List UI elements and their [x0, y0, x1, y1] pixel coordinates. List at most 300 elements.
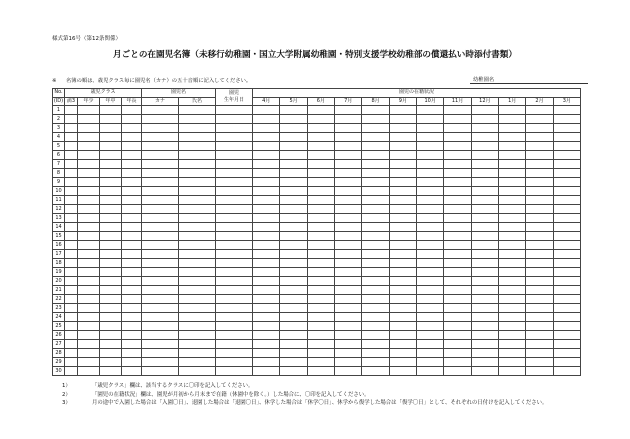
class-cell-mitsu: [65, 286, 78, 295]
status-cell-may: [280, 241, 307, 250]
class-cell-nenchu: [100, 178, 122, 187]
name-kanji-cell: [179, 304, 216, 313]
status-cell-dec: [471, 304, 498, 313]
status-cell-mar: [553, 340, 580, 349]
status-cell-aug: [362, 313, 389, 322]
month-header-feb: 2月: [526, 97, 553, 106]
status-cell-nov: [444, 133, 471, 142]
status-cell-sep: [389, 322, 416, 331]
class-cell-nenchu: [100, 106, 122, 115]
status-cell-feb: [526, 358, 553, 367]
status-cell-jun: [307, 169, 334, 178]
status-cell-aug: [362, 142, 389, 151]
class-cell-mitsu: [65, 205, 78, 214]
birthdate-cell: [216, 187, 253, 196]
status-cell-jun: [307, 223, 334, 232]
class-cell-nenchu: [100, 133, 122, 142]
status-cell-jun: [307, 295, 334, 304]
status-cell-sep: [389, 232, 416, 241]
row-number: 16: [53, 241, 65, 250]
birthdate-cell: [216, 259, 253, 268]
status-cell-mar: [553, 250, 580, 259]
table-row: [53, 304, 581, 313]
status-cell-jun: [307, 286, 334, 295]
status-cell-apr: [253, 241, 280, 250]
status-cell-aug: [362, 106, 389, 115]
status-cell-sep: [389, 286, 416, 295]
status-cell-feb: [526, 367, 553, 376]
name-kanji-cell: [179, 250, 216, 259]
footnote-3: [62, 399, 547, 408]
status-cell-oct: [417, 367, 444, 376]
status-cell-feb: [526, 115, 553, 124]
status-cell-mar: [553, 205, 580, 214]
name-kanji-cell: [179, 133, 216, 142]
status-cell-aug: [362, 115, 389, 124]
status-cell-jul: [335, 160, 362, 169]
name-kanji-cell: [179, 115, 216, 124]
table-row: [53, 259, 581, 268]
status-cell-apr: [253, 322, 280, 331]
class-cell-nenchu: [100, 115, 122, 124]
status-cell-aug: [362, 286, 389, 295]
row-number: 3: [53, 124, 65, 133]
status-cell-oct: [417, 142, 444, 151]
status-cell-mar: [553, 304, 580, 313]
status-cell-apr: [253, 232, 280, 241]
status-cell-sep: [389, 349, 416, 358]
status-cell-nov: [444, 331, 471, 340]
status-cell-oct: [417, 178, 444, 187]
status-cell-mar: [553, 259, 580, 268]
name-kanji-cell: [179, 268, 216, 277]
status-cell-sep: [389, 331, 416, 340]
status-cell-apr: [253, 160, 280, 169]
status-cell-sep: [389, 268, 416, 277]
status-cell-jul: [335, 133, 362, 142]
table-row: [53, 241, 581, 250]
status-cell-aug: [362, 367, 389, 376]
class-cell-nensho: [78, 115, 100, 124]
status-cell-oct: [417, 304, 444, 313]
status-cell-jul: [335, 295, 362, 304]
table-row: [53, 295, 581, 304]
status-cell-oct: [417, 322, 444, 331]
status-cell-apr: [253, 295, 280, 304]
status-cell-may: [280, 367, 307, 376]
status-cell-mar: [553, 169, 580, 178]
name-kanji-cell: [179, 313, 216, 322]
birthdate-header-top: 園児: [229, 89, 240, 96]
class-cell-nensho: [78, 313, 100, 322]
name-kana-cell: [142, 349, 179, 358]
class-cell-nencho: [122, 367, 142, 376]
month-header-mar: 3月: [553, 97, 580, 106]
status-cell-nov: [444, 169, 471, 178]
status-cell-jul: [335, 124, 362, 133]
status-cell-nov: [444, 196, 471, 205]
status-cell-feb: [526, 313, 553, 322]
name-kanji-header: 氏名: [179, 97, 216, 106]
class-header-nensho: 年少: [78, 97, 100, 106]
table-row: [53, 187, 581, 196]
class-cell-nencho: [122, 331, 142, 340]
status-cell-jun: [307, 160, 334, 169]
status-cell-jul: [335, 214, 362, 223]
status-cell-sep: [389, 142, 416, 151]
status-cell-mar: [553, 214, 580, 223]
birthdate-cell: [216, 358, 253, 367]
class-cell-nencho: [122, 358, 142, 367]
class-cell-mitsu: [65, 133, 78, 142]
status-cell-sep: [389, 250, 416, 259]
status-cell-dec: [471, 340, 498, 349]
class-cell-mitsu: [65, 142, 78, 151]
footnote-number: 2）: [62, 391, 71, 398]
status-cell-feb: [526, 124, 553, 133]
table-row: [53, 151, 581, 160]
status-cell-jun: [307, 259, 334, 268]
class-cell-mitsu: [65, 367, 78, 376]
status-cell-may: [280, 133, 307, 142]
row-number: 19: [53, 268, 65, 277]
name-kana-cell: [142, 313, 179, 322]
status-cell-jun: [307, 133, 334, 142]
row-number: 27: [53, 340, 65, 349]
status-cell-may: [280, 151, 307, 160]
status-cell-aug: [362, 214, 389, 223]
class-cell-nencho: [122, 160, 142, 169]
name-kanji-cell: [179, 124, 216, 133]
status-cell-jan: [499, 106, 526, 115]
birthdate-cell: [216, 151, 253, 160]
footnote-number: 3）: [62, 400, 71, 407]
status-cell-jul: [335, 115, 362, 124]
month-header-jul: 7月: [335, 97, 362, 106]
status-cell-aug: [362, 331, 389, 340]
status-cell-sep: [389, 178, 416, 187]
status-cell-jun: [307, 106, 334, 115]
status-cell-jan: [499, 277, 526, 286]
status-cell-jan: [499, 340, 526, 349]
class-cell-nencho: [122, 214, 142, 223]
status-cell-jan: [499, 304, 526, 313]
status-cell-jul: [335, 277, 362, 286]
birthdate-cell: [216, 304, 253, 313]
row-number: 10: [53, 187, 65, 196]
birthdate-cell: [216, 331, 253, 340]
status-cell-jul: [335, 322, 362, 331]
month-header-jun: 6月: [307, 97, 334, 106]
status-cell-mar: [553, 277, 580, 286]
row-number: 11: [53, 196, 65, 205]
status-cell-dec: [471, 259, 498, 268]
class-header-mitsu: 満3: [65, 97, 78, 106]
table-row: [53, 106, 581, 115]
name-kanji-cell: [179, 340, 216, 349]
status-cell-jun: [307, 205, 334, 214]
row-number: 26: [53, 331, 65, 340]
status-cell-aug: [362, 322, 389, 331]
status-cell-nov: [444, 205, 471, 214]
name-kana-cell: [142, 124, 179, 133]
status-cell-mar: [553, 349, 580, 358]
row-number: 1: [53, 106, 65, 115]
birthdate-cell: [216, 367, 253, 376]
status-cell-dec: [471, 169, 498, 178]
kindergarten-name-label: 幼稚園名: [473, 77, 495, 83]
status-cell-dec: [471, 277, 498, 286]
footnote-1: [62, 382, 547, 391]
status-cell-dec: [471, 349, 498, 358]
status-cell-dec: [471, 142, 498, 151]
status-cell-jul: [335, 187, 362, 196]
status-cell-jul: [335, 331, 362, 340]
status-cell-apr: [253, 367, 280, 376]
birthdate-cell: [216, 205, 253, 214]
no-header: No.: [54, 89, 63, 96]
row-number: 15: [53, 232, 65, 241]
status-cell-sep: [389, 277, 416, 286]
class-cell-nensho: [78, 124, 100, 133]
class-cell-nencho: [122, 340, 142, 349]
status-cell-may: [280, 106, 307, 115]
name-kana-cell: [142, 250, 179, 259]
status-cell-jul: [335, 250, 362, 259]
status-cell-may: [280, 349, 307, 358]
class-cell-nencho: [122, 142, 142, 151]
class-cell-mitsu: [65, 151, 78, 160]
row-number: 28: [53, 349, 65, 358]
class-cell-mitsu: [65, 331, 78, 340]
status-cell-jan: [499, 142, 526, 151]
status-cell-apr: [253, 115, 280, 124]
status-cell-jan: [499, 358, 526, 367]
name-kana-cell: [142, 331, 179, 340]
class-cell-nensho: [78, 178, 100, 187]
status-cell-mar: [553, 223, 580, 232]
status-cell-feb: [526, 304, 553, 313]
table-body: [53, 106, 581, 376]
class-cell-nensho: [78, 367, 100, 376]
status-cell-dec: [471, 232, 498, 241]
month-header-sep: 9月: [389, 97, 416, 106]
status-cell-dec: [471, 268, 498, 277]
status-cell-aug: [362, 295, 389, 304]
name-kanji-cell: [179, 367, 216, 376]
birthdate-cell: [216, 313, 253, 322]
birthdate-cell: [216, 196, 253, 205]
status-cell-apr: [253, 106, 280, 115]
status-cell-aug: [362, 259, 389, 268]
birthdate-cell: [216, 241, 253, 250]
status-cell-aug: [362, 358, 389, 367]
name-kanji-cell: [179, 259, 216, 268]
status-cell-apr: [253, 178, 280, 187]
name-kanji-cell: [179, 322, 216, 331]
name-kana-cell: [142, 340, 179, 349]
class-cell-nencho: [122, 241, 142, 250]
name-kanji-cell: [179, 142, 216, 151]
class-cell-nensho: [78, 223, 100, 232]
row-number: 30: [53, 367, 65, 376]
status-cell-oct: [417, 205, 444, 214]
class-cell-nencho: [122, 124, 142, 133]
name-kana-cell: [142, 178, 179, 187]
status-cell-dec: [471, 295, 498, 304]
status-cell-aug: [362, 250, 389, 259]
class-cell-nenchu: [100, 151, 122, 160]
status-cell-oct: [417, 250, 444, 259]
row-number: 24: [53, 313, 65, 322]
class-cell-nensho: [78, 268, 100, 277]
status-cell-jun: [307, 187, 334, 196]
status-cell-aug: [362, 277, 389, 286]
row-number: 2: [53, 115, 65, 124]
status-cell-dec: [471, 313, 498, 322]
status-cell-feb: [526, 196, 553, 205]
status-cell-jan: [499, 178, 526, 187]
row-number: 18: [53, 259, 65, 268]
status-cell-sep: [389, 223, 416, 232]
status-cell-sep: [389, 133, 416, 142]
status-cell-feb: [526, 106, 553, 115]
status-cell-oct: [417, 241, 444, 250]
birthdate-cell: [216, 214, 253, 223]
status-cell-mar: [553, 124, 580, 133]
status-cell-jul: [335, 178, 362, 187]
status-cell-oct: [417, 313, 444, 322]
birthdate-cell: [216, 169, 253, 178]
month-header-dec: 12月: [471, 97, 498, 106]
status-cell-aug: [362, 232, 389, 241]
status-cell-jun: [307, 358, 334, 367]
table-row: [53, 160, 581, 169]
status-cell-sep: [389, 106, 416, 115]
status-cell-apr: [253, 169, 280, 178]
month-header-oct: 10月: [417, 97, 444, 106]
status-cell-may: [280, 115, 307, 124]
class-cell-nensho: [78, 322, 100, 331]
status-cell-oct: [417, 115, 444, 124]
status-cell-apr: [253, 142, 280, 151]
name-kana-cell: [142, 367, 179, 376]
status-cell-oct: [417, 124, 444, 133]
table-row: [53, 223, 581, 232]
name-kana-cell: [142, 295, 179, 304]
status-cell-feb: [526, 340, 553, 349]
status-cell-mar: [553, 295, 580, 304]
status-cell-sep: [389, 169, 416, 178]
header-row-1: [53, 89, 581, 98]
table-row: [53, 286, 581, 295]
status-cell-may: [280, 124, 307, 133]
class-cell-nenchu: [100, 241, 122, 250]
class-cell-nenchu: [100, 214, 122, 223]
status-cell-feb: [526, 277, 553, 286]
status-cell-apr: [253, 304, 280, 313]
month-header-jan: 1月: [499, 97, 526, 106]
status-cell-oct: [417, 106, 444, 115]
class-cell-nenchu: [100, 349, 122, 358]
status-cell-jul: [335, 142, 362, 151]
name-kana-cell: [142, 187, 179, 196]
class-cell-mitsu: [65, 160, 78, 169]
status-cell-sep: [389, 196, 416, 205]
status-cell-jun: [307, 214, 334, 223]
status-cell-nov: [444, 160, 471, 169]
status-cell-jan: [499, 196, 526, 205]
status-cell-mar: [553, 313, 580, 322]
table-row: [53, 277, 581, 286]
class-cell-nencho: [122, 313, 142, 322]
status-cell-sep: [389, 124, 416, 133]
status-cell-jun: [307, 250, 334, 259]
name-kana-cell: [142, 223, 179, 232]
class-cell-nensho: [78, 250, 100, 259]
class-cell-nenchu: [100, 322, 122, 331]
status-cell-jul: [335, 106, 362, 115]
status-cell-aug: [362, 349, 389, 358]
status-cell-dec: [471, 133, 498, 142]
class-cell-nencho: [122, 205, 142, 214]
status-cell-jan: [499, 241, 526, 250]
status-cell-jul: [335, 196, 362, 205]
status-cell-may: [280, 340, 307, 349]
status-cell-may: [280, 277, 307, 286]
status-cell-jan: [499, 223, 526, 232]
month-header-nov: 11月: [444, 97, 471, 106]
row-number: 8: [53, 169, 65, 178]
table-row: [53, 331, 581, 340]
name-kanji-cell: [179, 187, 216, 196]
birthdate-cell: [216, 232, 253, 241]
status-cell-jan: [499, 133, 526, 142]
class-cell-nenchu: [100, 160, 122, 169]
class-cell-mitsu: [65, 241, 78, 250]
status-cell-feb: [526, 169, 553, 178]
row-number: 14: [53, 223, 65, 232]
status-cell-feb: [526, 133, 553, 142]
status-cell-feb: [526, 142, 553, 151]
name-kanji-cell: [179, 241, 216, 250]
table-row: [53, 250, 581, 259]
status-cell-apr: [253, 268, 280, 277]
status-cell-may: [280, 358, 307, 367]
status-cell-mar: [553, 358, 580, 367]
class-cell-mitsu: [65, 268, 78, 277]
class-cell-mitsu: [65, 349, 78, 358]
birthdate-cell: [216, 340, 253, 349]
name-kana-cell: [142, 259, 179, 268]
status-cell-may: [280, 232, 307, 241]
row-number: 22: [53, 295, 65, 304]
class-cell-nenchu: [100, 142, 122, 151]
class-cell-nensho: [78, 133, 100, 142]
status-cell-jan: [499, 115, 526, 124]
status-cell-mar: [553, 286, 580, 295]
birthdate-cell: [216, 106, 253, 115]
status-cell-dec: [471, 124, 498, 133]
status-cell-jun: [307, 304, 334, 313]
status-cell-jul: [335, 349, 362, 358]
status-cell-may: [280, 178, 307, 187]
status-cell-may: [280, 169, 307, 178]
name-kana-cell: [142, 214, 179, 223]
class-cell-mitsu: [65, 106, 78, 115]
name-kanji-cell: [179, 277, 216, 286]
table-row: [53, 232, 581, 241]
